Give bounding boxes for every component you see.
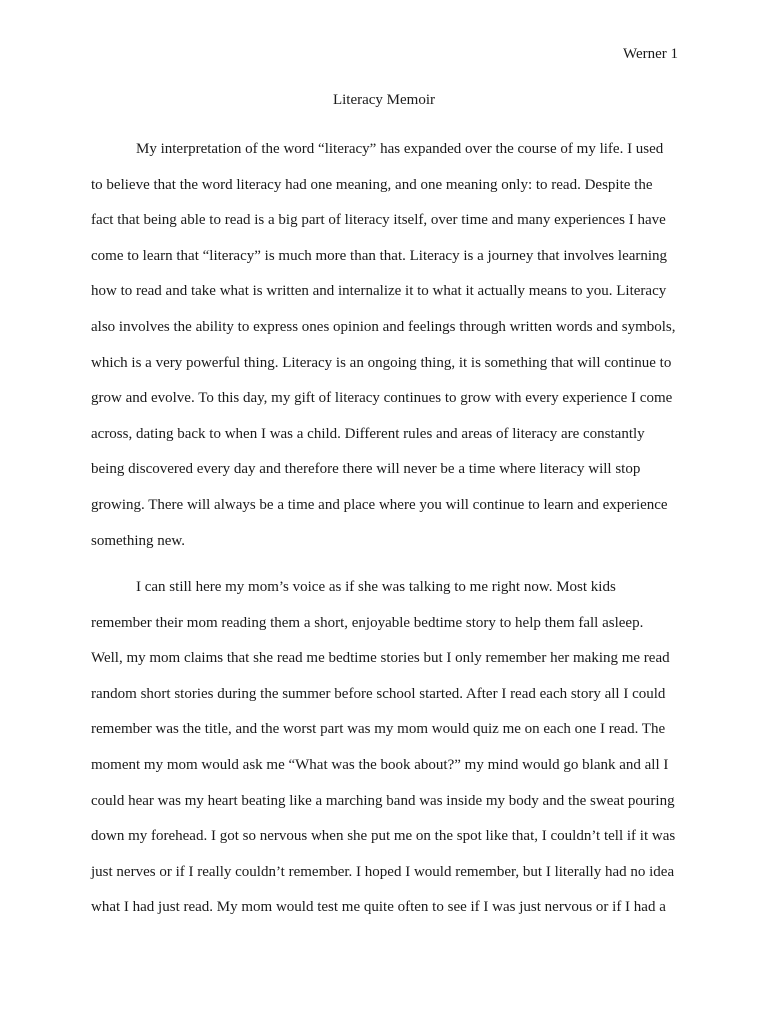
paragraph-line: could hear was my heart beating like a marching band was inside my body and the sweat pouring (91, 792, 675, 809)
paragraph-line: down my forehead. I got so nervous when she put me on the spot like that, I couldn’t tell if it was (91, 828, 676, 845)
paragraph-line: to believe that the word literacy had one meaning, and one meaning only: to read. Despite the (91, 176, 653, 193)
paragraph-line: random short stories during the summer before school started. After I read each story all I could (91, 685, 666, 702)
paragraph-line: grow and evolve. To this day, my gift of literacy continues to grow with every experience I come (91, 390, 673, 407)
page-title: Literacy Memoir (332, 92, 436, 108)
paragraph-line: just nerves or if I really couldn’t remember. I hoped I would remember, but I literally had no idea (91, 863, 675, 880)
paragraph-line: Well, my mom claims that she read me bedtime stories but I only remember her making me read (91, 650, 670, 667)
paragraph-line: across, dating back to when I was a child. Different rules and areas of literacy are constantly (91, 425, 645, 442)
page-header: Werner 1 (622, 46, 678, 62)
paragraph-line: growing. There will always be a time and place where you will continue to learn and experience (91, 496, 668, 513)
paragraph-line: which is a very powerful thing. Literacy is an ongoing thing, it is something that will continue to (91, 354, 672, 371)
paragraph-line: fact that being able to read is a big part of literacy itself, over time and many experiences I have (91, 212, 666, 229)
paragraph-line: how to read and take what is written and internalize it to what it actually means to you. Literacy (91, 283, 667, 300)
paragraph-line: moment my mom would ask me “What was the book about?” my mind would go blank and all I (91, 756, 669, 773)
paragraph-line: come to learn that “literacy” is much more than that. Literacy is a journey that involves learning (91, 247, 668, 264)
paragraph-1 (91, 139, 676, 566)
paragraph-line: I can still here my mom’s voice as if she was talking to me right now. Most kids (136, 579, 616, 595)
paragraph-line: something new. (91, 532, 186, 549)
paragraph-line: remember was the title, and the worst part was my mom would quiz me on each one I read. The (91, 721, 666, 738)
paragraph-line: what I had just read. My mom would test me quite often to see if I was just nervous or if I had a (91, 899, 666, 916)
paragraph-line: being discovered every day and therefore there will never be a time where literacy will stop (91, 461, 641, 478)
paragraph-line: also involves the ability to express ones opinion and feelings through written words and symbols, (91, 318, 676, 335)
paragraph-2 (91, 577, 675, 933)
paragraph-line: remember their mom reading them a short, enjoyable bedtime story to help them fall asleep. (91, 614, 644, 631)
paragraph-line: My interpretation of the word “literacy” has expanded over the course of my life. I used (136, 141, 664, 157)
